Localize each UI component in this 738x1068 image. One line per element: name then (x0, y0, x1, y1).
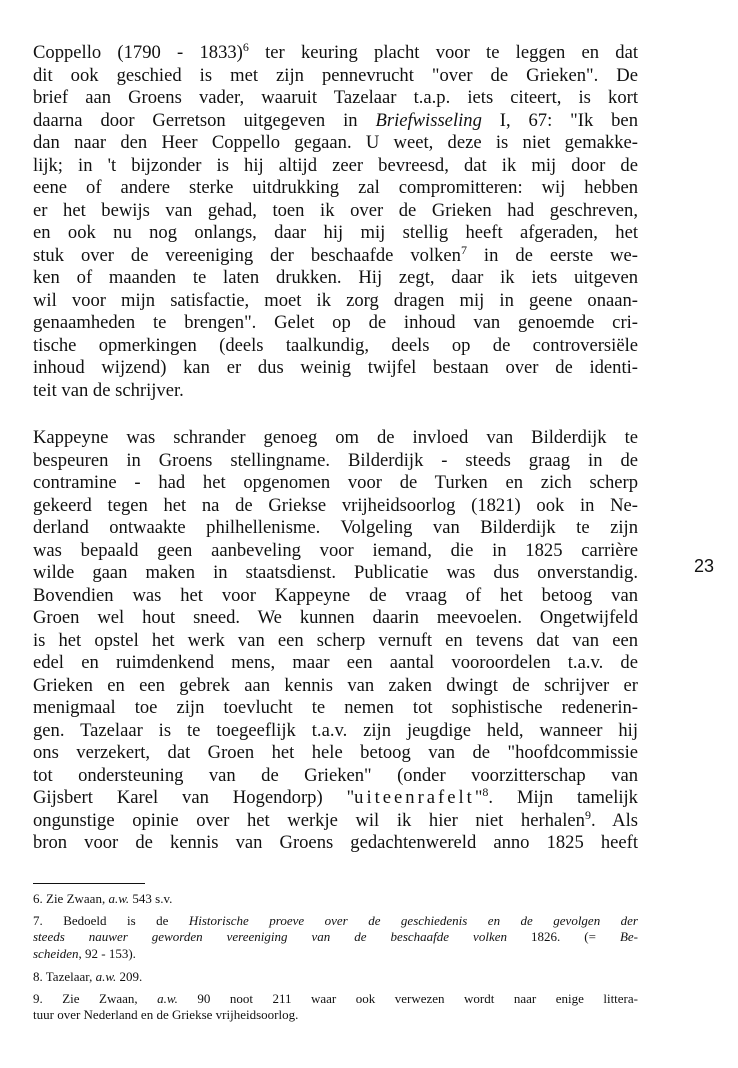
footnote-9: 9. Zie Zwaan, a.w. 90 noot 211 waar ook verwezen wordt naar enige littera- tuur over Nederland en de Griekse vrijheidsoorlog. (33, 991, 638, 1023)
paragraph-1: Coppello (1790 - 1833)$^6$ ter keuring placht voor te leggen en dat dit ook geschied is met zijn pennevrucht "over de Grieken". De brief aan Groens vader, waaruit Tazelaar t.a.p. iets citeert, is kort daarna door Gerretson uitgegeven in Briefwisseling I, 67: "Ik ben dan naar den Heer Coppello gegaan. U weet, deze is niet gemakke- lijk; in 't bijzonder is hij altijd zeer bevreesd, dat ik mij door de eene of andere sterke uitdrukking zal compromitteren: wij hebben er het bewijs van gehad, toen ik over de Grieken had geschreven, en ook nu nog onlangs, daar hij mij stellig heeft afgeraden, het stuk over de vereeniging der beschaafde volken$^7$ in de eerste we- ken of maanden te laten drukken. Hij zegt, daar ik iets uitgeven wil voor mijn satisfactie, moet ik zorg dragen mij in geene onaan- genaamheden te brengen". Gelet op de inhoud van genoemde cri- tische opmerkingen (deels taalkundig, deels op de controversiële inhoud wijzend) kan er dus weinig twijfel bestaan over de identi- teit van de schrijver. (33, 39, 639, 401)
footnote-ref-9[interactable]: 9 (584, 807, 591, 822)
footnote-8: 8. Tazelaar, a.w. 209. (33, 969, 143, 984)
footnote-ref-6[interactable]: 6 (242, 39, 249, 54)
footnote-divider (33, 883, 145, 884)
footnote-6: 6. Zie Zwaan, a.w. 543 s.v. (33, 891, 173, 906)
book-title: Briefwisseling (375, 109, 482, 131)
footnote-ref-7[interactable]: 7 (460, 242, 467, 257)
paragraph-2: Kappeyne was schrander genoeg om de invloed van Bilderdijk te bespeuren in Groens stellingname. Bilderdijk - steeds graag in de contramine - had het opgenomen voor de Turken en zich scherp gekeerd tegen het na de Griekse vrijheidsoorlog (1821) ook in Ne- derland ontwaakte philhellenisme. Volgeling van Bilderdijk te zijn was bepaald geen aanbeveling voor iemand, die in 1825 carrière wilde gaan maken in staatsdienst. Publicatie was dus onverstandig. Bovendien was het voor Kappeyne de vraag of het betoog van Groen wel hout sneed. We kunnen daarin meevoelen. Ongetwijfeld is het opstel het werk van een scherp vernuft en tevens dat van een edel en ruimdenkend mens, maar een aantal vooroordelen t.a.v. de Grieken en een gebrek aan kennis van zaken dwingt de schrijver er menigmaal toe zijn toevlucht te nemen tot sophistische redenerin- gen. Tazelaar is te toegeeflijk t.a.v. zijn jeugdige held, wanneer hij ons verzekert, dat Groen het hele betoog van de "hoofdcommissie tot ondersteuning van de Grieken" (onder voorzitterschap van Gijsbert Karel van Hogendorp) "uiteenrafelt"$^8$. Mijn tamelijk ongunstige opinie over het werkje wil ik hier niet herhalen$^9$. Als bron voor de kennis van Groens gedachtenwereld anno 1825 heeft (33, 427, 638, 853)
page-number: 23 (694, 556, 715, 576)
footnote-ref-8[interactable]: 8 (482, 784, 489, 799)
footnote-7: 7. Bedoeld is de Historische proeve over de geschiedenis en de gevolgen der steeds nauwer geworden vereeniging van de beschaafde volken 1826. (= Be- scheiden, 92 - 153). (33, 913, 638, 961)
spaced-word: uiteenrafelt (354, 787, 475, 808)
